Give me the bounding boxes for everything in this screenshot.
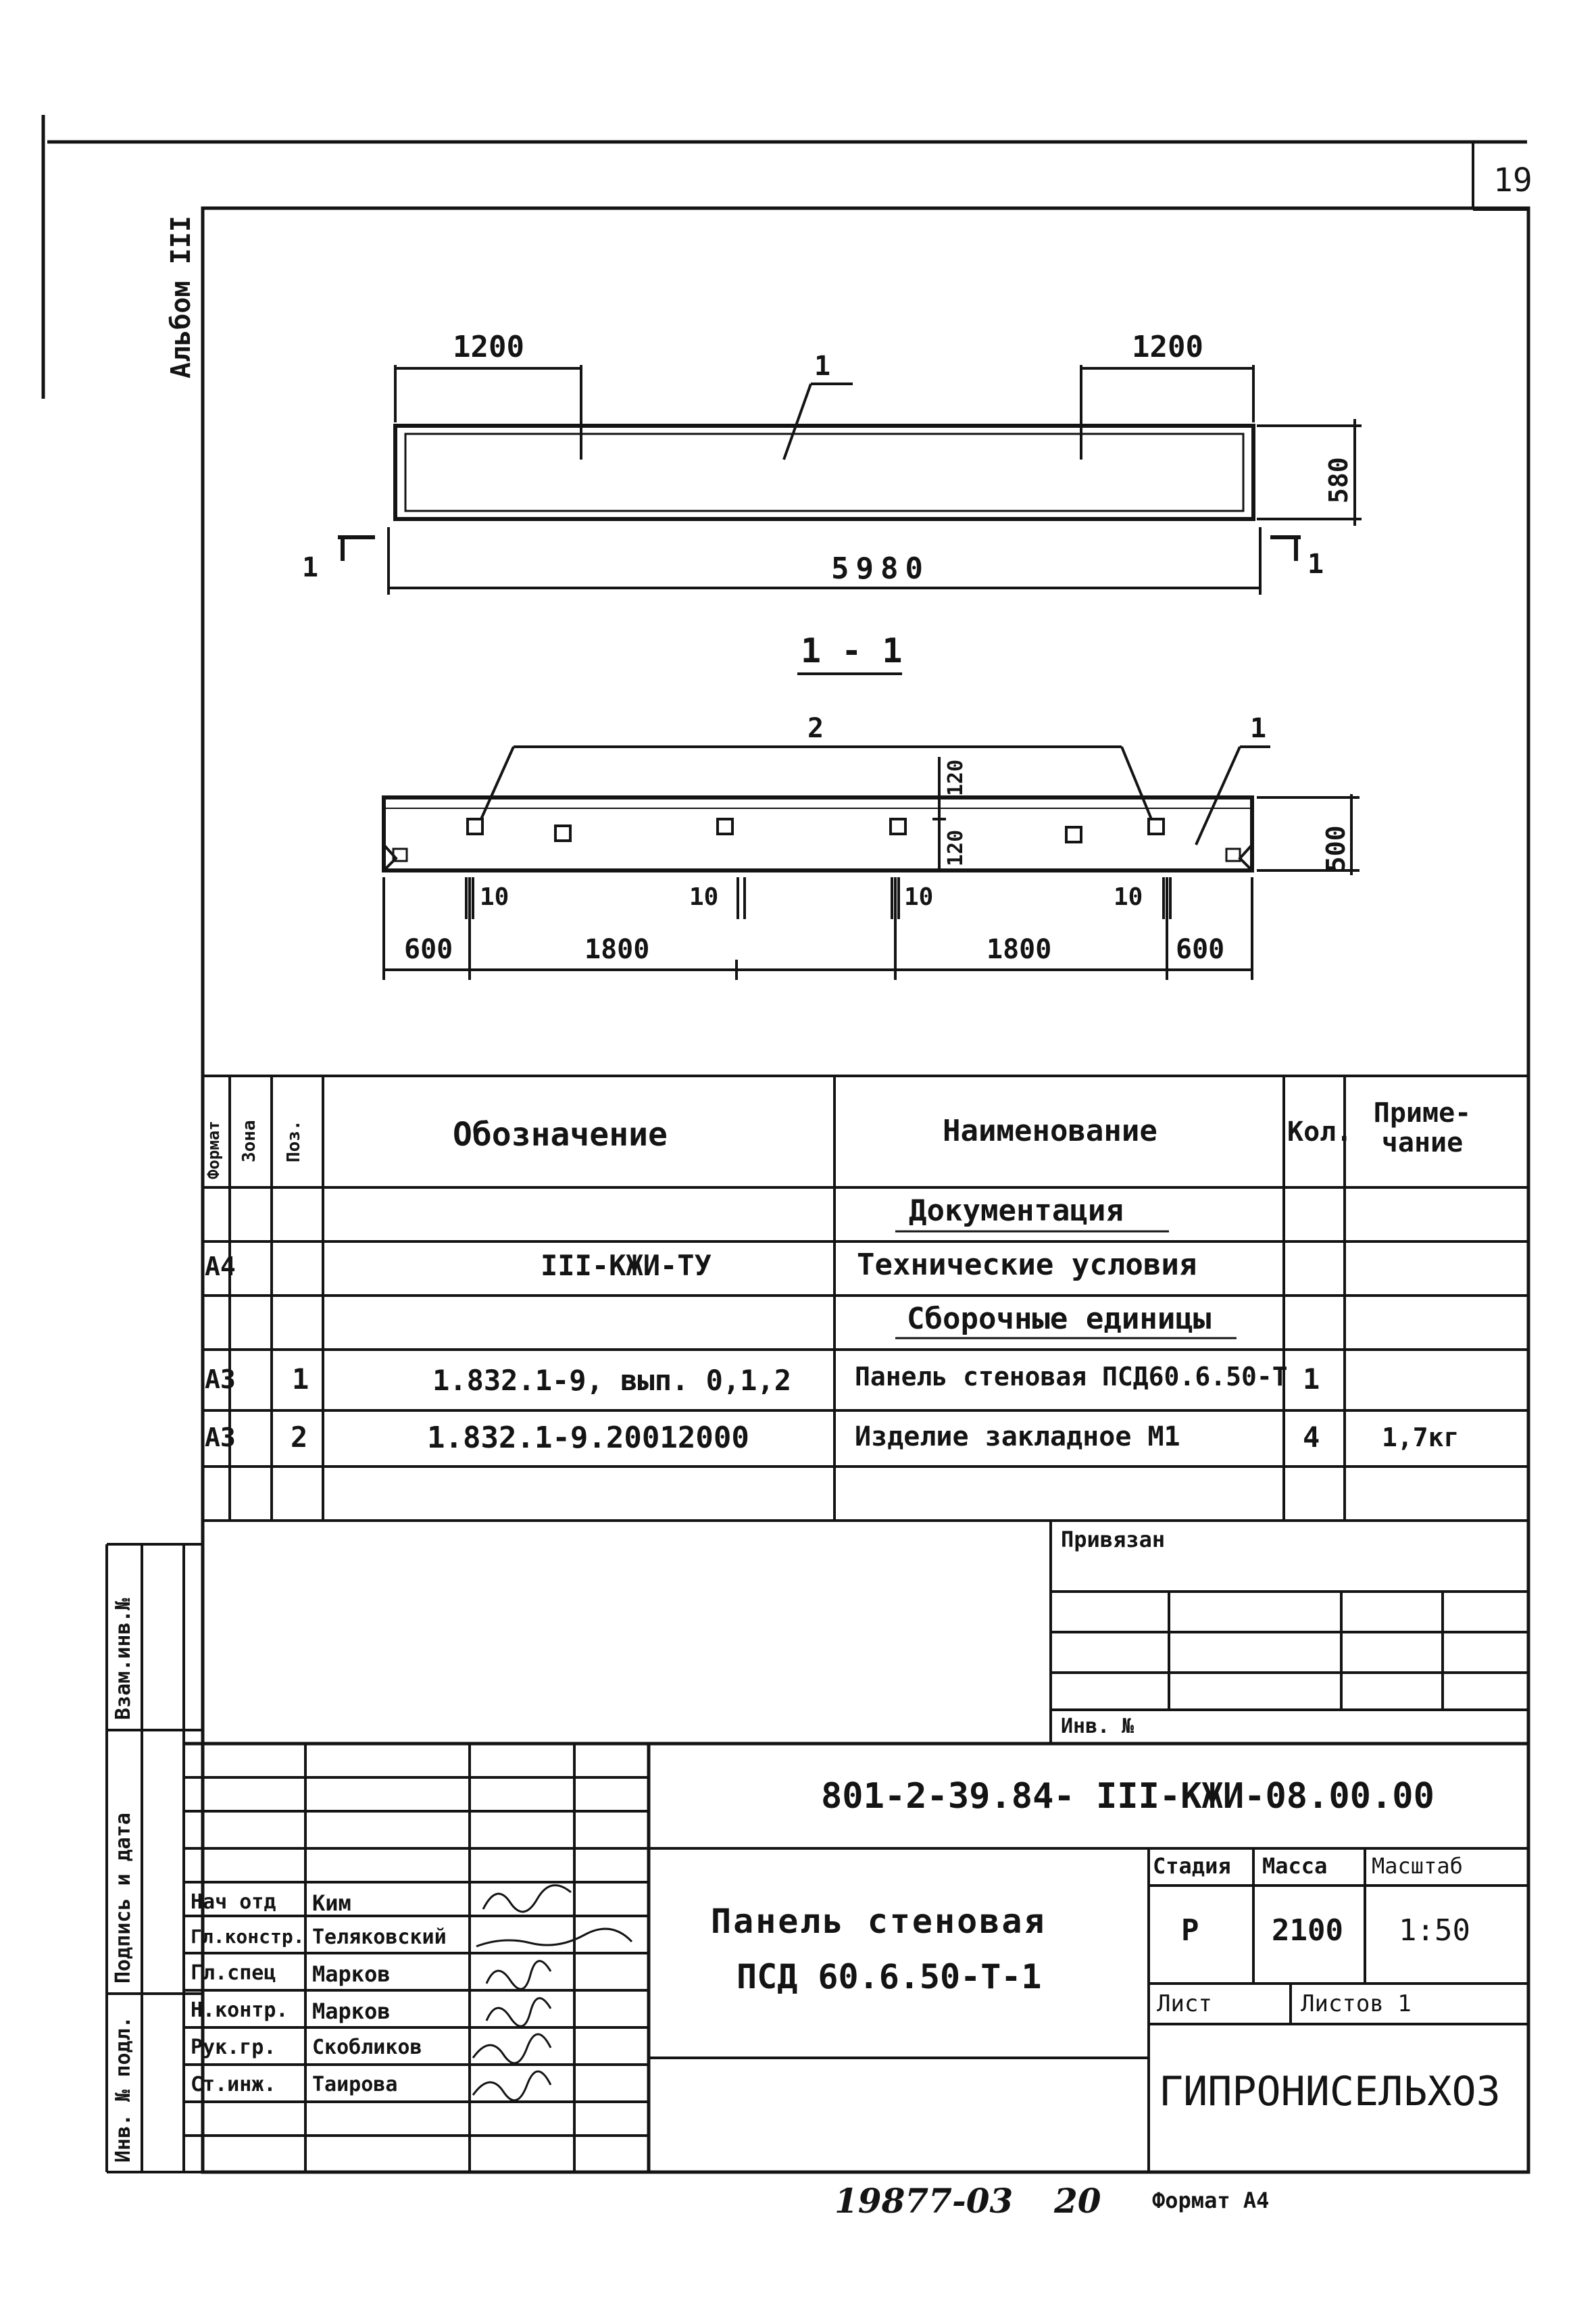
spec-row-pos: 1 bbox=[292, 1362, 309, 1396]
document-code: 801-2-39.84- III-КЖИ-08.00.00 bbox=[821, 1776, 1435, 1817]
scale-value: 1:50 bbox=[1399, 1913, 1470, 1948]
binding-title: Привязан bbox=[1061, 1527, 1166, 1552]
section-dim-bottom: 600 bbox=[404, 934, 453, 965]
spec-row-format: А3 bbox=[205, 1364, 236, 1394]
spec-row-name: Панель стеновая ПСД60.6.50-Т bbox=[855, 1362, 1288, 1392]
section-dim-10: 10 bbox=[1114, 883, 1143, 911]
plan-dim-right: 1200 bbox=[1132, 330, 1203, 364]
binding-inv: Инв. № bbox=[1061, 1715, 1134, 1738]
spec-row-designation: 1.832.1-9, вып. 0,1,2 bbox=[432, 1364, 792, 1397]
sheet-label: Лист bbox=[1157, 1990, 1212, 2017]
section-dim-bottom: 1800 bbox=[987, 934, 1052, 965]
spec-row-pos: 2 bbox=[291, 1421, 308, 1454]
role-label: Ст.инж. bbox=[191, 2073, 276, 2096]
scale-label: Масштаб bbox=[1372, 1853, 1463, 1879]
role-label: Гл.констр. bbox=[191, 1925, 305, 1948]
section-dim-10: 10 bbox=[480, 883, 509, 911]
spec-row-note: 1,7кг bbox=[1382, 1423, 1460, 1452]
stage-value: Р bbox=[1181, 1913, 1199, 1948]
document-name-line2: ПСД 60.6.50-Т-1 bbox=[737, 1957, 1042, 1996]
spec-header-pos: Поз. bbox=[284, 1120, 304, 1162]
document-name-line1: Панель стеновая bbox=[711, 1902, 1047, 1941]
section-dim-10: 10 bbox=[689, 883, 719, 911]
section-pos1-label: 1 bbox=[1250, 713, 1267, 744]
spec-header-zone: Зона bbox=[239, 1120, 259, 1162]
archive-sheet-number: 20 bbox=[1054, 2181, 1101, 2221]
spec-row-name: Технические условия bbox=[857, 1248, 1197, 1282]
sheets-label: Листов 1 bbox=[1301, 1990, 1412, 2017]
plan-dim-left: 1200 bbox=[453, 330, 524, 364]
album-label: Альбом III bbox=[166, 216, 197, 378]
spec-header-name: Наименование bbox=[943, 1114, 1157, 1148]
plan-cut-right: 1 bbox=[1307, 549, 1324, 580]
section-title: 1 - 1 bbox=[801, 631, 903, 670]
plan-position-label: 1 bbox=[814, 351, 831, 382]
person-name: Ким bbox=[312, 1890, 351, 1916]
spec-header-qty: Кол. bbox=[1287, 1116, 1353, 1148]
role-label: Гл.спец bbox=[191, 1961, 276, 1985]
section-dim-120-top: 120 bbox=[944, 759, 968, 796]
mass-label: Масса bbox=[1262, 1853, 1328, 1879]
signature-scribbles bbox=[473, 1886, 632, 2100]
plan-dim-length: 5980 bbox=[831, 551, 930, 586]
side-stamp-vzam: Взам.инв.№ bbox=[111, 1598, 135, 1720]
role-label: Нач отд bbox=[191, 1890, 276, 1914]
side-stamp-podpis: Подпись и дата bbox=[111, 1813, 135, 1984]
section-dim-120-mid: 120 bbox=[944, 829, 968, 866]
person-name: Марков bbox=[312, 1998, 391, 2024]
person-name: Скобликов bbox=[312, 2036, 422, 2059]
section-dim-height: 500 bbox=[1321, 825, 1351, 872]
section-dim-bottom: 600 bbox=[1176, 934, 1225, 965]
archive-number: 19877-03 bbox=[834, 2181, 1014, 2221]
role-label: Рук.гр. bbox=[191, 2036, 276, 2059]
person-name: Марков bbox=[312, 1961, 391, 1987]
side-stamp-inv-podl: Инв. № подл. bbox=[111, 2016, 135, 2163]
spec-row-name: Изделие закладное М1 bbox=[855, 1421, 1180, 1452]
spec-row-designation: 1.832.1-9.20012000 bbox=[427, 1421, 749, 1455]
stage-label: Стадия bbox=[1153, 1853, 1231, 1879]
plan-dim-height: 580 bbox=[1324, 457, 1353, 503]
spec-row-designation: III-КЖИ-ТУ bbox=[541, 1249, 712, 1282]
spec-header-format: Формат bbox=[204, 1121, 223, 1179]
section-dim-10: 10 bbox=[904, 883, 934, 911]
page-number: 19 bbox=[1493, 162, 1532, 199]
spec-row-name: Документация bbox=[909, 1193, 1124, 1228]
spec-header-note: Приме- чание bbox=[1373, 1098, 1472, 1158]
mass-value: 2100 bbox=[1272, 1913, 1343, 1948]
spec-row-qty: 4 bbox=[1303, 1421, 1320, 1454]
plan-cut-left: 1 bbox=[302, 552, 319, 583]
spec-row-format: А3 bbox=[205, 1423, 236, 1452]
person-name: Теляковский bbox=[312, 1925, 447, 1949]
section-pos2-label: 2 bbox=[807, 713, 824, 744]
section-dim-bottom: 1800 bbox=[584, 934, 650, 965]
spec-header-designation: Обозначение bbox=[453, 1116, 668, 1154]
spec-row-name: Сборочные единицы bbox=[907, 1302, 1212, 1336]
person-name: Таирова bbox=[312, 2073, 398, 2096]
organization-name: ГИПРОНИСЕЛЬХОЗ bbox=[1159, 2068, 1501, 2115]
spec-row-format: А4 bbox=[205, 1252, 236, 1281]
spec-row-qty: 1 bbox=[1303, 1362, 1320, 1396]
role-label: Н.контр. bbox=[191, 1998, 289, 2022]
format-label: Формат А4 bbox=[1152, 2188, 1270, 2213]
